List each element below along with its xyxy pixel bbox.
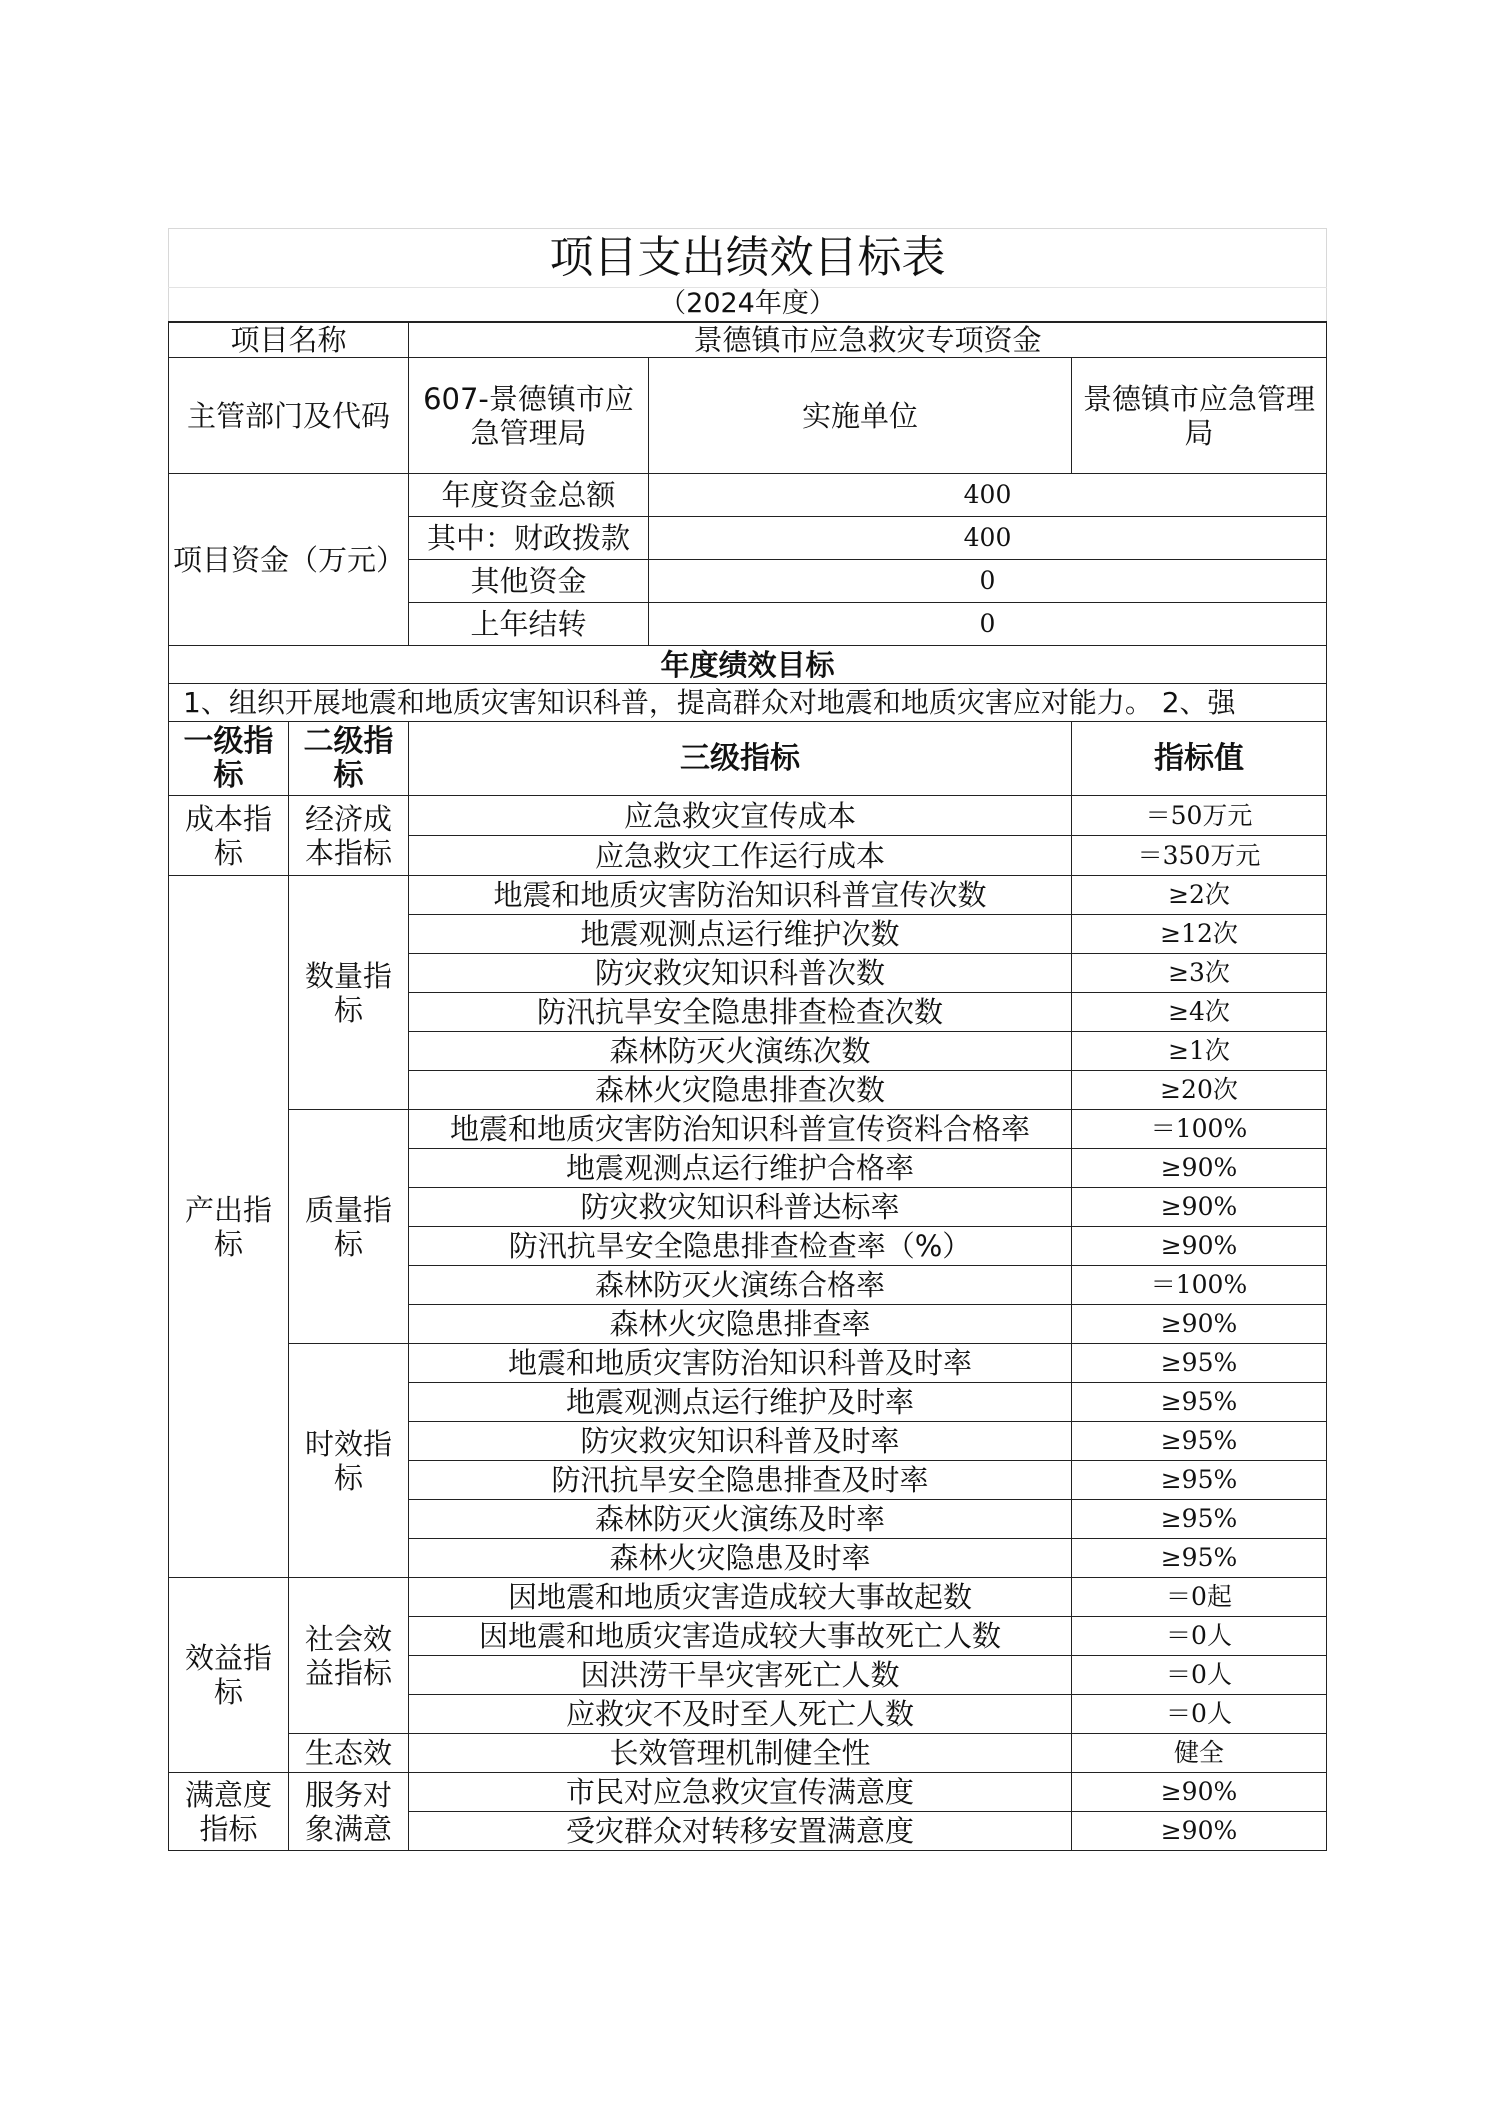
indicator-value: ＝0起 [1072,1578,1327,1617]
indicator-row [169,796,1327,836]
indicator-row [169,1734,1327,1773]
performance-table [168,228,1327,1851]
level3-indicator: 因洪涝干旱灾害死亡人数 [409,1656,1072,1695]
indicator-value: ≥90% [1072,1149,1327,1188]
indicator-value: ≥20次 [1072,1071,1327,1110]
level1-indicator: 成本指标 [169,796,289,876]
level3-indicator: 市民对应急救灾宣传满意度 [409,1773,1072,1812]
indicator-row [169,876,1327,915]
level3-indicator: 地震观测点运行维护合格率 [409,1149,1072,1188]
level3-indicator: 防灾救灾知识科普次数 [409,954,1072,993]
level2-indicator: 时效指标 [289,1344,409,1578]
indicator-value: ＝50万元 [1072,796,1327,836]
indicator-value: ≥90% [1072,1188,1327,1227]
level1-indicator: 产出指标 [169,876,289,1578]
indicator-value: ≥95% [1072,1500,1327,1539]
level1-indicator: 效益指标 [169,1578,289,1773]
level3-indicator: 应急救灾工作运行成本 [409,836,1072,876]
level3-indicator: 森林火灾隐患排查次数 [409,1071,1072,1110]
level3-indicator: 地震观测点运行维护次数 [409,915,1072,954]
indicator-value: ≥95% [1072,1539,1327,1578]
indicator-value: ≥90% [1072,1227,1327,1266]
header-level1: 一级指标 [169,722,289,796]
indicator-row [169,1344,1327,1383]
header-level3: 三级指标 [409,722,1072,796]
level2-indicator: 服务对象满意 [289,1773,409,1851]
level2-indicator: 质量指标 [289,1110,409,1344]
level3-indicator: 地震和地质灾害防治知识科普宣传资料合格率 [409,1110,1072,1149]
header-level2: 二级指标 [289,722,409,796]
level3-indicator: 防汛抗旱安全隐患排查检查次数 [409,993,1072,1032]
level2-indicator: 社会效益指标 [289,1578,409,1734]
level2-indicator: 生态效 [289,1734,409,1773]
indicator-value: ≥95% [1072,1422,1327,1461]
project-name-label: 项目名称 [169,322,409,358]
impl-unit-label: 实施单位 [649,358,1072,474]
funds-row-value: 400 [649,517,1327,560]
indicator-value: ≥3次 [1072,954,1327,993]
level3-indicator: 森林防灭火演练合格率 [409,1266,1072,1305]
indicator-value: ＝100% [1072,1266,1327,1305]
funds-row-value: 0 [649,560,1327,603]
level3-indicator: 地震观测点运行维护及时率 [409,1383,1072,1422]
impl-unit-value: 景德镇市应急管理局 [1072,358,1327,474]
performance-target-sheet [168,228,1326,1851]
funds-row-label: 年度资金总额 [409,474,649,517]
funds-row-label: 上年结转 [409,603,649,646]
indicator-value: ≥95% [1072,1461,1327,1500]
funds-row-value: 0 [649,603,1327,646]
level2-indicator: 经济成本指标 [289,796,409,876]
level3-indicator: 森林防灭火演练次数 [409,1032,1072,1071]
indicator-value: ≥4次 [1072,993,1327,1032]
table-title: 项目支出绩效目标表 [169,229,1327,288]
funds-label: 项目资金（万元） [169,474,409,646]
indicator-value: ≥12次 [1072,915,1327,954]
level3-indicator: 受灾群众对转移安置满意度 [409,1812,1072,1851]
level3-indicator: 地震和地质灾害防治知识科普宣传次数 [409,876,1072,915]
indicator-value: ≥2次 [1072,876,1327,915]
level2-indicator: 数量指标 [289,876,409,1110]
level3-indicator: 防汛抗旱安全隐患排查检查率（%） [409,1227,1072,1266]
indicator-value: ＝350万元 [1072,836,1327,876]
indicator-value: ≥95% [1072,1344,1327,1383]
indicator-row [169,1578,1327,1617]
funds-row-value: 400 [649,474,1327,517]
indicator-value: ≥1次 [1072,1032,1327,1071]
level3-indicator: 因地震和地质灾害造成较大事故死亡人数 [409,1617,1072,1656]
funds-row-label: 其他资金 [409,560,649,603]
header-value: 指标值 [1072,722,1327,796]
dept-label: 主管部门及代码 [169,358,409,474]
project-name-value: 景德镇市应急救灾专项资金 [409,322,1327,358]
level3-indicator: 应救灾不及时至人死亡人数 [409,1695,1072,1734]
funds-row-label: 其中：财政拨款 [409,517,649,560]
level3-indicator: 森林火灾隐患排查率 [409,1305,1072,1344]
indicator-value: ≥90% [1072,1773,1327,1812]
year-subtitle: （2024年度） [169,288,1327,322]
indicator-value: ＝100% [1072,1110,1327,1149]
indicator-row [169,1110,1327,1149]
level3-indicator: 地震和地质灾害防治知识科普及时率 [409,1344,1072,1383]
level3-indicator: 森林防灭火演练及时率 [409,1500,1072,1539]
indicator-value: ＝0人 [1072,1656,1327,1695]
level3-indicator: 应急救灾宣传成本 [409,796,1072,836]
annual-goal-text: 1、组织开展地震和地质灾害知识科普，提高群众对地震和地质灾害应对能力。 2、强 [169,684,1327,722]
indicator-value: ≥90% [1072,1305,1327,1344]
indicator-value: 健全 [1072,1734,1327,1773]
indicator-value: ＝0人 [1072,1695,1327,1734]
indicator-value: ≥90% [1072,1812,1327,1851]
indicator-value: ＝0人 [1072,1617,1327,1656]
level3-indicator: 长效管理机制健全性 [409,1734,1072,1773]
indicator-value: ≥95% [1072,1383,1327,1422]
level1-indicator: 满意度指标 [169,1773,289,1851]
indicator-row [169,1773,1327,1812]
dept-value: 607-景德镇市应急管理局 [409,358,649,474]
level3-indicator: 防灾救灾知识科普及时率 [409,1422,1072,1461]
level3-indicator: 因地震和地质灾害造成较大事故起数 [409,1578,1072,1617]
level3-indicator: 防汛抗旱安全隐患排查及时率 [409,1461,1072,1500]
annual-goal-heading: 年度绩效目标 [169,646,1327,684]
level3-indicator: 防灾救灾知识科普达标率 [409,1188,1072,1227]
level3-indicator: 森林火灾隐患及时率 [409,1539,1072,1578]
